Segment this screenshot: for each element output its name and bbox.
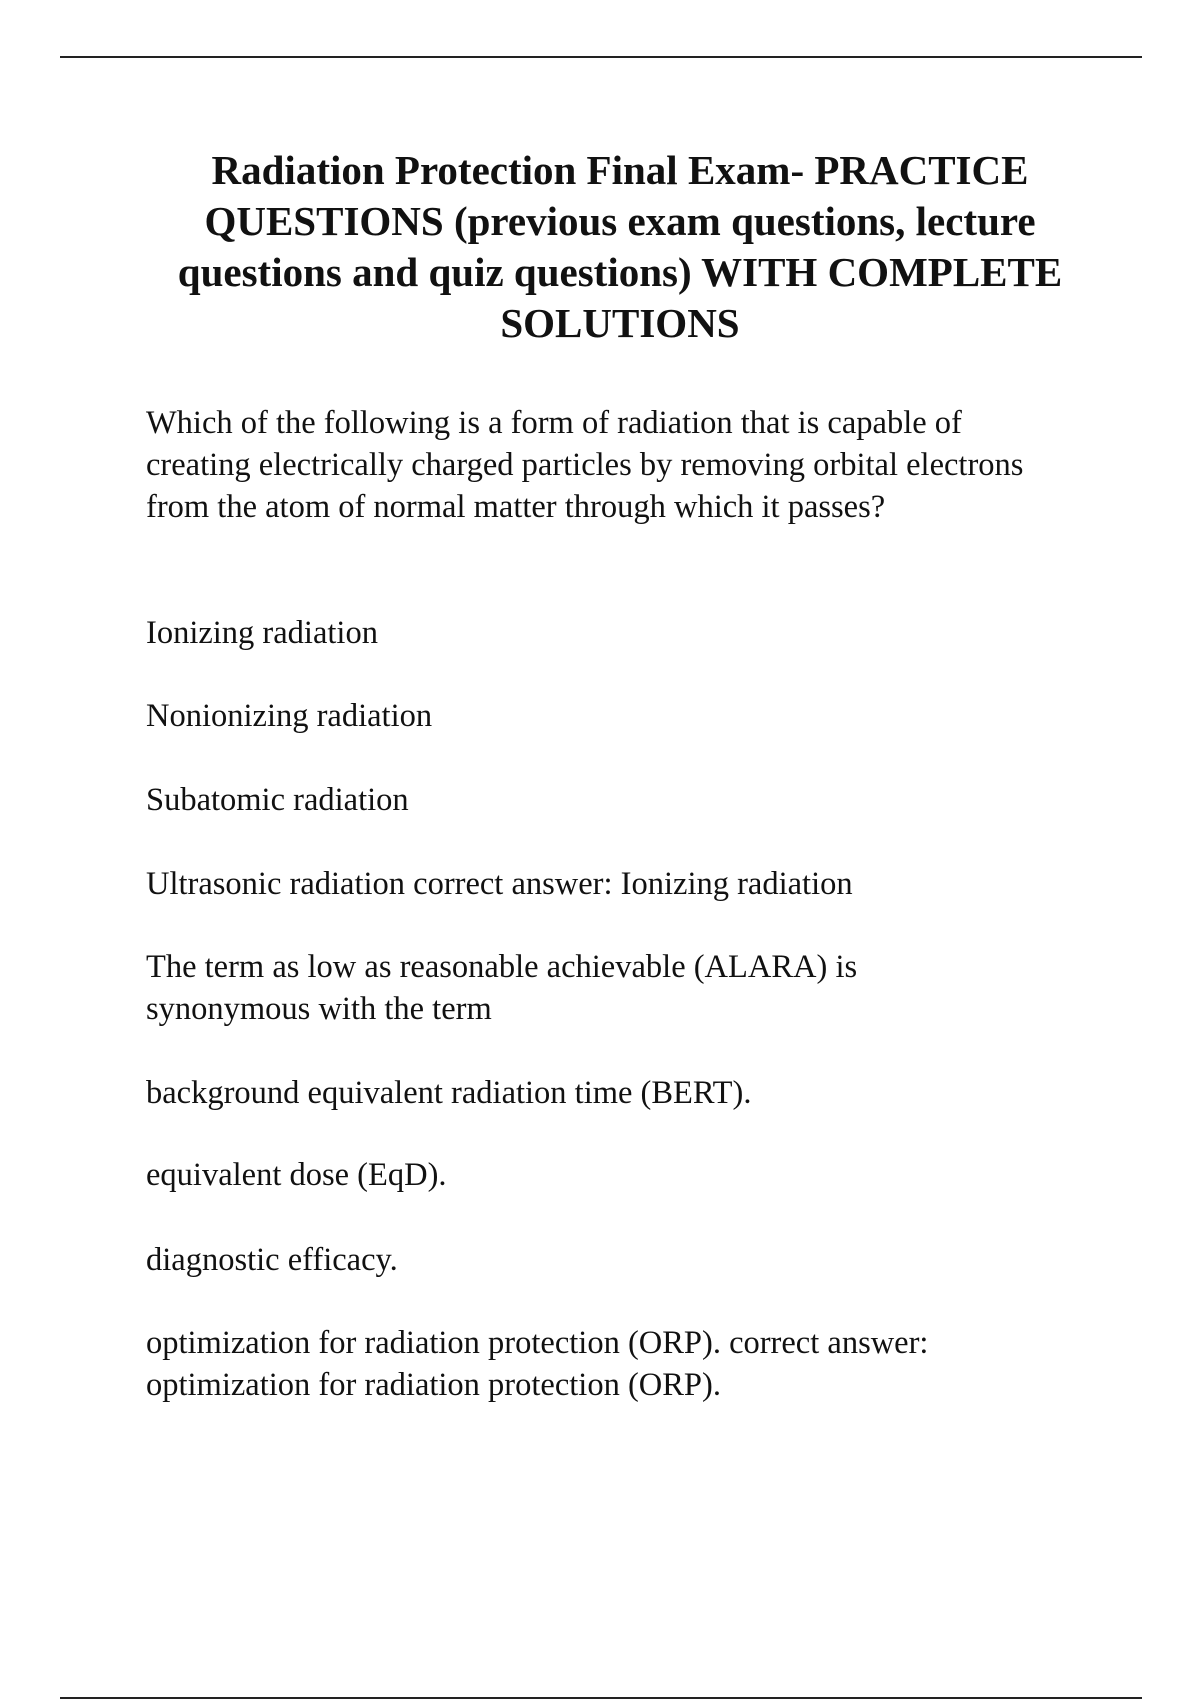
header-rule [60,56,1142,58]
question-1-option: Subatomic radiation [146,782,409,818]
footer-rule [60,1697,1142,1699]
question-1-option-answer: Ultrasonic radiation correct answer: Ionizing radiation [146,866,853,902]
question-2-text: The term as low as reasonable achievable (ALARA) is synonymous with the term [146,949,858,1027]
question-1-option: Nonionizing radiation [146,698,433,734]
document-title: Radiation Protection Final Exam- PRACTICE QUESTIONS (previous exam questions, lecture questions and quiz questions) WITH COMPLETE SOLUTIONS [177,147,1063,346]
question-1-text: Which of the following is a form of radiation that is capable of creating electrically charged particles by removing orbital electrons from the atom of normal matter through which it passes? [146,405,1024,525]
question-2-option: equivalent dose (EqD). [146,1157,447,1193]
question-2-option: background equivalent radiation time (BERT). [146,1075,752,1111]
question-2-option: diagnostic efficacy. [146,1242,398,1278]
question-2-option-answer: optimization for radiation protection (ORP). correct answer: optimization for radiation protection (ORP). [146,1325,929,1403]
question-1-option: Ionizing radiation [146,615,378,651]
